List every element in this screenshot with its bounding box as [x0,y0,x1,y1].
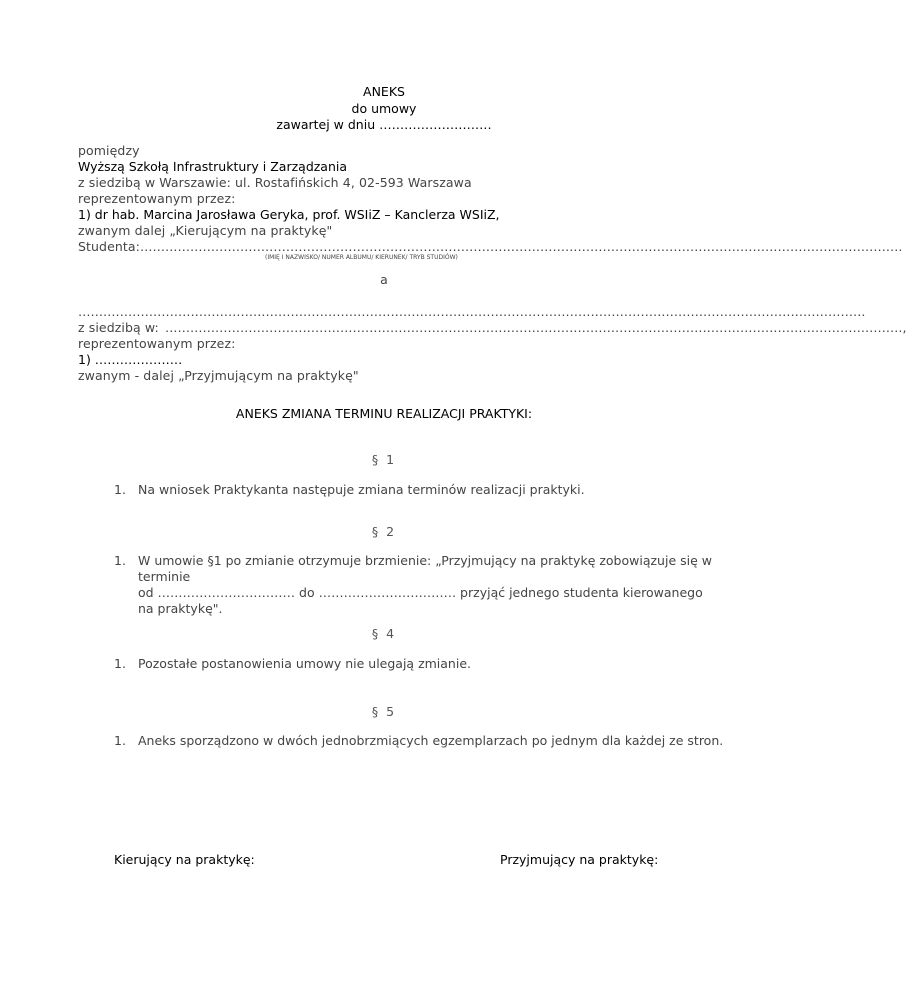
signature-left-label: Kierujący na praktykę: [114,852,255,867]
student-hint: (IMIĘ I NAZWISKO/ NUMER ALBUMU/ KIERUNEK/ TRYB STUDIÓW) [265,254,458,261]
represented-label: reprezentowanym przez: [78,191,236,206]
school-representative: 1) dr hab. Marcina Jarosława Geryka, prof. WSIiZ – Kanclerza WSIiZ, [78,207,500,222]
section-1-heading: § 1 [371,452,397,467]
student-dots: ………………………………………………………………………………………………………………………………………………………………… [140,239,903,254]
section-1-line-1: Na wniosek Praktykanta następuje zmiana terminów realizacji praktyki. [138,482,585,497]
section-1-number: 1. [114,482,126,497]
section-2-text [138,553,768,617]
signature-right-label: Przyjmujący na praktykę: [500,852,659,867]
receiver-called: zwanym - dalej „Przyjmującym na praktykę" [78,368,359,383]
section-5-heading: § 5 [371,704,397,719]
section-4-line-1: Pozostałe postanowienia umowy nie ulegają zmianie. [138,656,471,671]
and-label: a [380,272,388,287]
section-5-text [138,733,723,749]
receiver-representative: 1) ………………… [78,352,183,367]
receiver-name-dots: ……………………………………………………………………………………………………………………………………………………………………… [78,304,866,319]
receiver-seat-dots: ……………………………………………………………………………………………………………………………………………………………, [165,320,906,335]
section-5-number: 1. [114,733,126,748]
section-5-line-1: Aneks sporządzono w dwóch jednobrzmiących egzemplarzach po jednym dla każdej ze stron. [138,733,724,748]
student-label: Studenta: [78,239,140,254]
annex-title: ANEKS ZMIANA TERMINU REALIZACJI PRAKTYKI: [235,406,533,421]
section-2-number: 1. [114,553,126,568]
receiver-seat-label: z siedzibą w: [78,320,159,335]
section-4-text [138,656,471,672]
school-seat: z siedzibą w Warszawie: ul. Rostafińskich 4, 02-593 Warszawa [78,175,472,190]
school-name: Wyższą Szkołą Infrastruktury i Zarządzania [78,159,348,174]
section-2-heading: § 2 [371,524,397,539]
section-4-heading: § 4 [371,626,397,641]
between-label: pomiędzy [78,143,140,158]
document-title: ANEKS [363,84,405,99]
section-2-line-1: W umowie §1 po zmianie otrzymuje brzmienie: „Przyjmujący na praktykę zobowiązuje się w terminie [138,553,712,584]
school-called: zwanym dalej „Kierującym na praktykę" [78,223,333,238]
section-4-number: 1. [114,656,126,671]
section-2-line-3: na praktykę". [138,601,223,616]
concluded-date-line: zawartej w dniu ……………………… [276,117,492,132]
document-subtitle: do umowy [351,101,417,116]
section-1-text [138,482,585,498]
receiver-represented-label: reprezentowanym przez: [78,336,236,351]
section-2-line-2: od …………………………… do …………………………… przyjąć jednego studenta kierowanego [138,585,703,600]
